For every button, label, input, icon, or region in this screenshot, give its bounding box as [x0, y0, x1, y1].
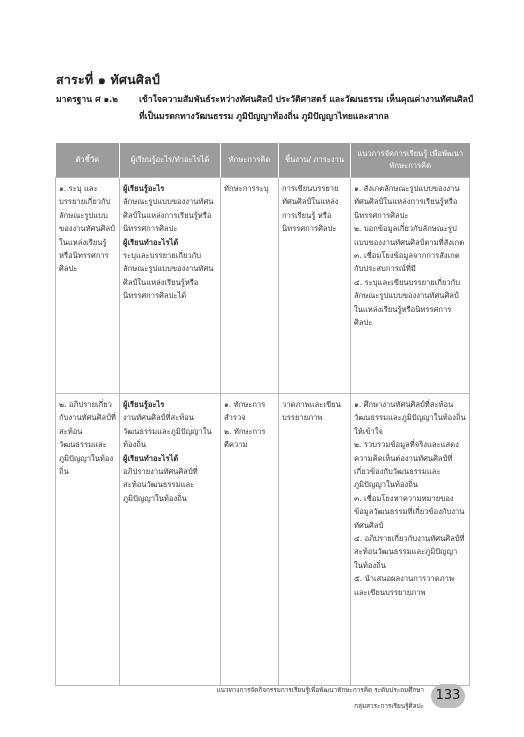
task-cell	[279, 394, 351, 686]
standard-code: มาตรฐาน ศ ๑.๒	[56, 95, 118, 105]
task-cell	[279, 178, 351, 394]
learn-do-cell	[120, 178, 221, 394]
do-text: อภิปรายงานทัศนศิลป์ที่สะท้อนวัฒนธรรมและภูมิปัญญาในท้องถิ่น	[123, 467, 198, 503]
skill-cell	[221, 178, 279, 394]
approach-step: ๕. นำเสนอผลงานการวาดภาพและเขียนบรรยายภาพ	[354, 574, 454, 597]
indicator-text: ๒. อภิปรายเกี่ยวกับงานทัศนศิลป์ที่สะท้อนวัฒนธรรมและภูมิปัญญาในท้องถิ่น	[59, 400, 116, 477]
approach-step: ๔. อภิปรายเกี่ยวกับงานทัศนศิลป์ที่สะท้อนวัฒนธรรมและภูมิปัญญาในท้องถิ่น	[354, 534, 465, 570]
indicator-cell	[56, 394, 120, 686]
footer-subtitle: กลุ่มสาระการเรียนรู้ศิลปะ	[354, 702, 424, 710]
header-indicator: ตัวชี้วัด	[56, 143, 120, 178]
learn-do-cell	[120, 394, 221, 686]
know-text: งานทัศนศิลป์ที่สะท้อนวัฒนธรรมและภูมิปัญญาในท้องถิ่น	[123, 413, 212, 450]
do-text: ระบุและบรรยายเกี่ยวกับลักษณะรูปแบบของงานทัศนศิลป์ในแหล่งเรียนรู้หรือนิทรรศการศิลปะได้	[123, 251, 214, 301]
standard-block	[56, 92, 476, 126]
table-row	[56, 394, 470, 686]
table-header-row	[56, 143, 470, 178]
table-row	[56, 178, 470, 394]
header-approach: แนวการจัดการเรียนรู้ เพื่อพัฒนาทักษะการคิด	[351, 143, 470, 178]
task-text: การเขียนบรรยายทัศนศิลป์ในแหล่งการเรียนรู้ หรือนิทรรศการศิลปะ	[282, 184, 339, 234]
learning-table	[55, 143, 470, 686]
approach-step: ๑. สังเกตลักษณะรูปแบบของงานทัศนศิลป์ในแหล่งการเรียนรู้หรือนิทรรศการศิลปะ	[354, 184, 460, 220]
indicator-text: ๑. ระบุ และบรรยายเกี่ยวกับลักษณะรูปแบบของงานทัศนศิลป์ในแหล่งเรียนรู้หรือนิทรรศการศิลปะ	[59, 184, 115, 274]
approach-step: ๒. รวบรวมข้อมูลที่จริงและแสดงความคิดเห็นต่องานทัศนศิลป์ที่เกี่ยวข้องกับวัฒนธรรมและภูมิปัญญาในท้องถิ่น	[354, 440, 459, 490]
approach-cell	[351, 394, 470, 686]
skill-item: ทักษะการระบุ	[224, 184, 269, 193]
skill-item: ๒. ทักษะการตีความ	[224, 426, 266, 450]
subject-title: สาระที่ ๑ ทัศนศิลป์	[56, 72, 161, 87]
approach-step: ๒. บอกข้อมูลเกี่ยวกับลักษณะรูปแบบของงานทัศนศิลป์ตามที่สังเกต	[354, 224, 465, 247]
header-learn-do: ผู้เรียนรู้อะไร/ทำอะไรได้	[120, 143, 221, 178]
approach-step: ๓. เชื่อมโยงหาความหมายของข้อมูลวัฒนธรรมที่เกี่ยวข้องกับงานทัศนศิลป์	[354, 493, 465, 530]
approach-cell	[351, 178, 470, 394]
page-number: 133	[431, 684, 465, 708]
do-label: ผู้เรียนทำอะไรได้	[123, 237, 179, 247]
know-label: ผู้เรียนรู้อะไร	[123, 400, 165, 409]
know-label: ผู้เรียนรู้อะไร	[123, 184, 165, 193]
know-text: ลักษณะรูปแบบของงานทัศนศิลป์ในแหล่งการเรียนรู้หรือนิทรรศการศิลปะ	[123, 197, 214, 234]
standard-description: เข้าใจความสัมพันธ์ระหว่างทัศนศิลป์ ประวัติศาสตร์ และวัฒนธรรม เห็นคุณค่างานทัศนศิลป์ที่เป็นมรดกทางวัฒนธรรม ภูมิปัญญาท้องถิ่น ภูมิปัญญาไทยและสากล	[139, 95, 474, 122]
footer-title: แนวทางการจัดกิจกรรมการเรียนรู้เพื่อพัฒนาทักษะการคิด ระดับประถมศึกษา	[216, 686, 424, 694]
task-text: วาดภาพและเขียนบรรยายภาพ	[282, 400, 341, 423]
approach-step: ๑. ศึกษางานทัศนศิลป์ที่สะท้อนวัฒนธรรมและภูมิปัญญาในท้องถิ่นให้เข้าใจ	[354, 400, 466, 436]
header-task: ชิ้นงาน/ ภาระงาน	[279, 143, 351, 178]
indicator-cell	[56, 178, 120, 394]
skill-item: ๑. ทักษะการสำรวจ	[224, 400, 266, 423]
header-thinking-skill: ทักษะการคิด	[221, 143, 279, 178]
approach-step: ๔. ระบุและเขียนบรรยายเกี่ยวกับลักษณะรูปแบบของงานทัศนศิลป์ในแหล่งเรียนรู้หรือนิทรรศการศิลปะ	[354, 277, 461, 328]
skill-cell	[221, 394, 279, 686]
do-label: ผู้เรียนทำอะไรได้	[123, 453, 179, 463]
approach-step: ๓. เชื่อมโยงข้อมูลจากการสังเกตกับประสบการณ์ที่มี	[354, 251, 460, 274]
